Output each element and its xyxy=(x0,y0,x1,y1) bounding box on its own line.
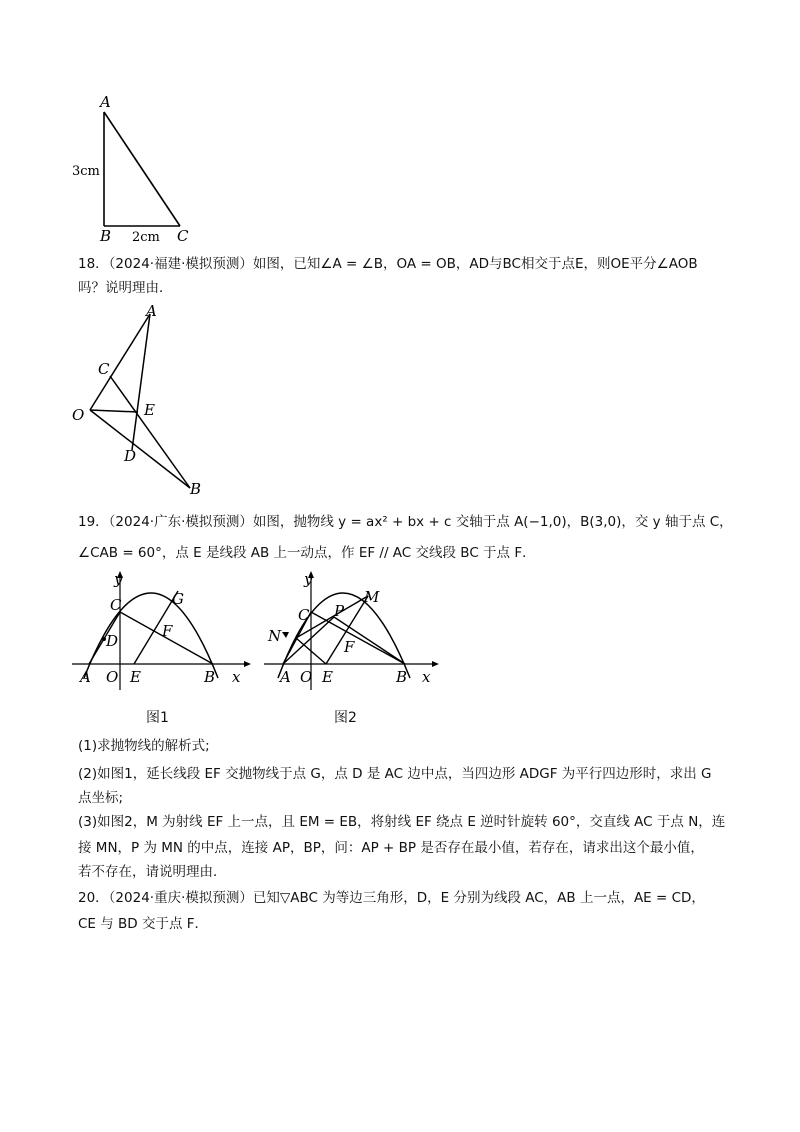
fig2-point-o: O xyxy=(300,668,313,686)
side-ac xyxy=(104,112,180,226)
fig1-point-c: C xyxy=(110,596,122,614)
fig2-point-b: B xyxy=(396,668,408,686)
fig2-x-label: x xyxy=(422,668,431,686)
segment-ob xyxy=(90,410,190,488)
fig1-x-label: x xyxy=(232,668,241,686)
fig2-caption: 图2 xyxy=(334,710,357,726)
q19-figure-1 xyxy=(66,566,256,696)
q20-line2: CE 与 BD 交于点 F． xyxy=(78,916,209,932)
q19-sub3-line2: 接 MN，P 为 MN 的中点，连接 AP，BP，问：AP + BP 是否存在最小值，若存在，请求出这个最小值， xyxy=(78,840,704,856)
fig2-y-label: y xyxy=(304,570,313,588)
q18-line1: 18．（2024·福建·模拟预测）如图，已知∠A = ∠B，OA = OB，AD与BC相交于点E，则OE平分∠AOB xyxy=(78,256,698,272)
q18-point-b: B xyxy=(190,480,202,498)
point-b-label: B xyxy=(100,227,112,245)
q18-line2: 吗？说明理由． xyxy=(78,280,173,296)
q18-point-o: O xyxy=(72,406,85,424)
q19-line1: 19．（2024·广东·模拟预测）如图，抛物线 y = ax² + bx + c 交轴于点 A(−1,0)，B(3,0)，交 y 轴于点 C， xyxy=(78,514,733,530)
fig2-point-a: A xyxy=(280,668,291,686)
q20-line1: 20．（2024·重庆·模拟预测）已知▽ABC 为等边三角形，D，E 分别为线段 AC，AB 上一点，AE = CD， xyxy=(78,890,705,906)
q18-point-d: D xyxy=(124,447,137,465)
fig1-point-o: O xyxy=(106,668,119,686)
fig1-point-a: A xyxy=(80,668,91,686)
q18-point-e: E xyxy=(144,401,155,419)
fig2-point-c: C xyxy=(298,606,310,624)
fig1-point-b: B xyxy=(204,668,216,686)
fig2-point-m: M xyxy=(364,588,380,606)
q19-figure-2 xyxy=(260,566,450,696)
fig1-y-label: y xyxy=(114,570,123,588)
q19-sub3-line1: (3)如图2，M 为射线 EF 上一点，且 EM = EB，将射线 EF 绕点 E 逆时针旋转 60°，交直线 AC 于点 N，连 xyxy=(78,814,726,830)
point-c-label: C xyxy=(177,227,189,245)
segment-ad xyxy=(132,314,150,450)
fig1-caption: 图1 xyxy=(146,710,169,726)
fig1-point-g: G xyxy=(172,590,184,608)
q18-point-a: A xyxy=(146,302,157,320)
fig1-point-d: D xyxy=(106,632,119,650)
q19-line2: ∠CAB = 60°，点 E 是线段 AB 上一动点，作 EF // AC 交线段 BC 于点 F． xyxy=(78,545,536,561)
x-axis-arrow xyxy=(432,661,439,667)
q18-point-c: C xyxy=(98,360,110,378)
fig2-point-e: E xyxy=(322,668,333,686)
fig2-point-n: N xyxy=(268,627,282,645)
q19-sub3-line3: 若不存在，请说明理由． xyxy=(78,864,227,880)
fig1-point-e: E xyxy=(130,668,141,686)
q19-sub2-line1: (2)如图1，延长线段 EF 交抛物线于点 G，点 D 是 AC 边中点，当四边形 ADGF 为平行四边形时，求出 G xyxy=(78,766,712,782)
triangle-abc-figure xyxy=(60,90,210,250)
x-axis-arrow xyxy=(244,661,251,667)
segment-bc xyxy=(110,376,190,488)
q18-figure xyxy=(62,300,222,500)
point-a-label: A xyxy=(100,93,111,111)
side-bc-length: 2cm xyxy=(132,230,160,245)
segment-ap xyxy=(283,617,334,664)
side-ab-length: 3cm xyxy=(72,164,100,179)
fig2-point-p: P xyxy=(334,602,345,620)
q19-sub1: (1)求抛物线的解析式; xyxy=(78,738,210,754)
fig1-point-f: F xyxy=(162,622,173,640)
q19-sub2-line2: 点坐标; xyxy=(78,790,124,806)
n-arrowhead xyxy=(282,632,289,638)
fig2-point-f: F xyxy=(344,638,355,656)
segment-oe xyxy=(90,410,138,412)
